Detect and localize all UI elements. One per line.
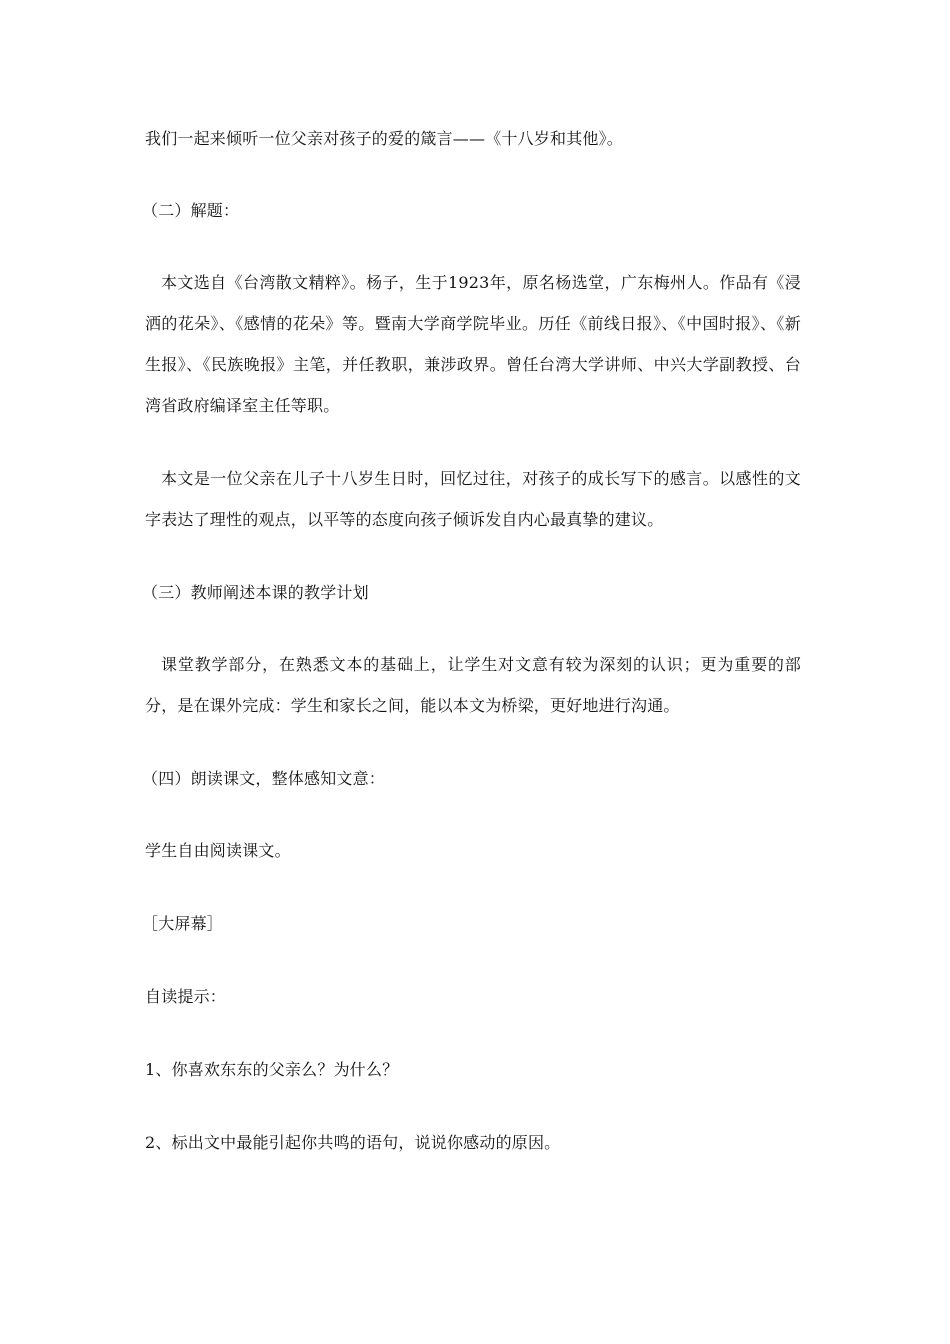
section2-paragraph-2: 本文是一位父亲在儿子十八岁生日时，回忆过往，对孩子的成长写下的感言。以感性的文字表达了理性的观点，以平等的态度向孩子倾诉发自内心最真挚的建议。 bbox=[145, 469, 801, 529]
section3-paragraph: 课堂教学部分，在熟悉文本的基础上，让学生对文意有较为深刻的认识；更为重要的部分，是在课外完成：学生和家长之间，能以本文为桥梁，更好地进行沟通。 bbox=[145, 655, 801, 715]
big-screen-label: ［大屏幕］ bbox=[142, 914, 224, 933]
section2-heading: （二）解题： bbox=[142, 201, 240, 220]
free-reading-line: 学生自由阅读课文。 bbox=[145, 841, 291, 860]
section4-heading: （四）朗读课文，整体感知文意： bbox=[142, 769, 386, 788]
question-2: 2、标出文中最能引起你共鸣的语句，说说你感动的原因。 bbox=[145, 1133, 561, 1152]
self-reading-hint: 自读提示： bbox=[145, 987, 227, 1006]
question-1: 1、你喜欢东东的父亲么？为什么？ bbox=[145, 1060, 399, 1079]
intro-line: 我们一起来倾听一位父亲对孩子的爱的箴言——《十八岁和其他》。 bbox=[145, 129, 624, 148]
section3-heading: （三）教师阐述本课的教学计划 bbox=[142, 583, 369, 602]
section2-paragraph-1: 本文选自《台湾散文精粹》。杨子，生于1923年，原名杨选堂，广东梅州人。作品有《浸洒的花朵》、《感情的花朵》等。暨南大学商学院毕业。历任《前线日报》、《中国时报》、《新生报》、《民族晚报》主笔，并任教职，兼涉政界。曾任台湾大学讲师、中兴大学副教授、台湾省政府编译室主任等职。 bbox=[145, 273, 801, 415]
